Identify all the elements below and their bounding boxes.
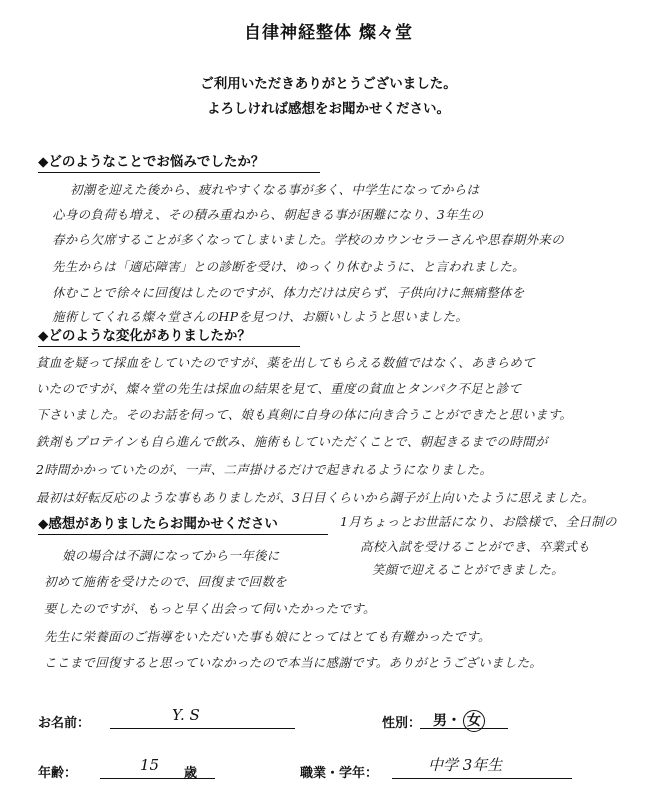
answer-impressions-line: 先生に栄養面のご指導をいただいた事も娘にとってはとても有難かったです。 bbox=[44, 629, 491, 644]
occupation-field-line bbox=[392, 778, 572, 779]
gender-female-circled: 女 bbox=[463, 710, 485, 732]
answer-changes-line: 貧血を疑って採血をしていたのですが、薬を出してもらえる数値ではなく、あきらめて bbox=[36, 355, 535, 370]
occupation-value: 中学 3年生 bbox=[428, 756, 503, 774]
answer-impressions-line: 要したのですが、もっと早く出会って伺いたかったです。 bbox=[44, 601, 376, 616]
thanks-line-1: ご利用いただきありがとうございました。 bbox=[200, 76, 457, 92]
answer-changes-line: 鉄剤もプロテインも自ら進んで飲み、施術もしていただくことで、朝起きるまでの時間が bbox=[36, 434, 548, 449]
answer-changes-line: 2時間かかっていたのが、一声、二声掛けるだけで起きれるようになりました。 bbox=[36, 462, 493, 477]
age-field-line bbox=[100, 778, 215, 779]
answer-impressions-line: 初めて施術を受けたので、回復まで回数を bbox=[44, 574, 287, 589]
gender-options bbox=[433, 710, 485, 732]
age-value: 15 bbox=[140, 756, 160, 774]
answer-side-line: 1月ちょっとお世話になり、お陰様で、全日制の bbox=[340, 514, 617, 529]
answer-concerns-line: 春から欠席することが多くなってしまいました。学校のカウンセラーさんや思春期外来の bbox=[52, 232, 565, 247]
gender-male: 男 bbox=[433, 713, 447, 729]
question-changes: ◆どのような変化がありましたか？ bbox=[38, 324, 300, 347]
answer-impressions-line: 娘の場合は不調になってから一年後に bbox=[62, 548, 280, 563]
gender-separator: ・ bbox=[447, 713, 461, 729]
answer-concerns-line: 心身の負荷も増え、その積み重ねから、朝起きる事が困難になり、3年生の bbox=[52, 207, 484, 222]
thanks-line-2: よろしければ感想をお聞かせください。 bbox=[207, 101, 450, 117]
answer-side-line: 笑顔で迎えることができました。 bbox=[372, 562, 565, 577]
answer-changes-line: 下さいました。そのお話を伺って、娘も真剣に自身の体に向き合うことができたと思います。 bbox=[36, 407, 573, 422]
answer-concerns-line: 休むことで徐々に回復はしたのですが、体力だけは戻らず、子供向けに無痛整体を bbox=[52, 285, 525, 300]
answer-impressions-line: ここまで回復すると思っていなかったので本当に感謝です。ありがとうございました。 bbox=[44, 655, 543, 670]
answer-changes-line: 最初は好転反応のような事もありましたが、3日目くらいから調子が上向いたように思えました。 bbox=[36, 490, 595, 505]
question-impressions: ◆感想がありましたらお聞かせください bbox=[38, 512, 328, 535]
name-label: お名前： bbox=[38, 716, 91, 731]
answer-changes-line: いたのですが、燦々堂の先生は採血の結果を見て、重度の貧血とタンパク不足と診て bbox=[36, 381, 522, 396]
age-unit: 歳 bbox=[184, 766, 198, 781]
form-title: 自律神経整体 燦々堂 bbox=[244, 23, 413, 43]
name-value: Y. S bbox=[172, 706, 200, 724]
answer-concerns-line: 施術してくれる燦々堂さんのHPを見つけ、お願いしようと思いました。 bbox=[52, 309, 469, 324]
name-field-line bbox=[110, 728, 295, 729]
age-label: 年齢： bbox=[38, 766, 78, 781]
answer-side-line: 高校入試を受けることができ、卒業式も bbox=[360, 539, 590, 554]
question-concerns: ◆どのようなことでお悩みでしたか？ bbox=[38, 150, 320, 173]
gender-label: 性別： bbox=[382, 716, 422, 731]
occupation-label: 職業・学年： bbox=[300, 766, 379, 781]
answer-concerns-line: 初潮を迎えた後から、疲れやすくなる事が多く、中学生になってからは bbox=[70, 182, 480, 197]
answer-concerns-line: 先生からは「適応障害」との診断を受け、ゆっくり休むように、と言われました。 bbox=[52, 259, 525, 274]
